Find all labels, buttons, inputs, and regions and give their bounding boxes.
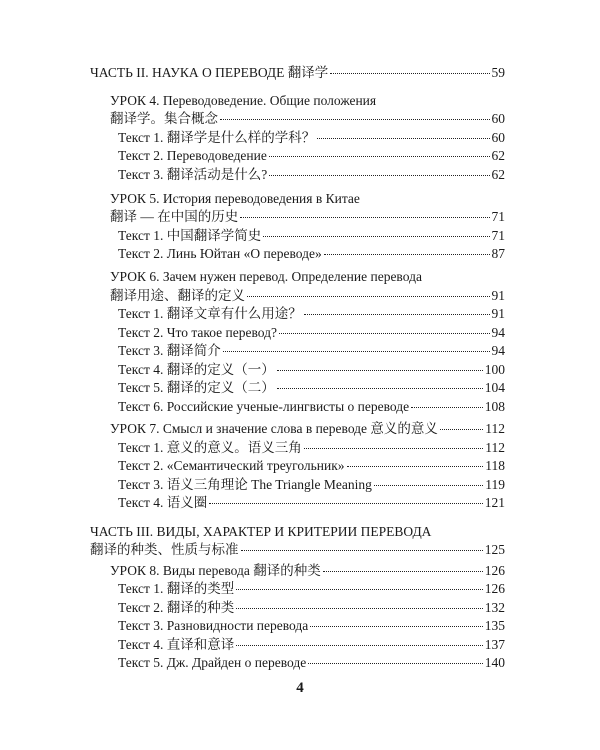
toc-entry-title: 翻译的种类、性质与标准 — [90, 542, 239, 557]
dot-leader — [304, 448, 484, 449]
dot-leader — [411, 407, 483, 408]
toc-entry-title: 翻译 — 在中国的历史 — [110, 209, 239, 224]
toc-entry-title: Текст 2. Линь Юйтан «О переводе» — [118, 246, 322, 261]
toc-entry-title: Текст 4. 翻译的定义（一） — [118, 362, 275, 377]
toc-entry-title: Текст 4. 直译和意译 — [118, 637, 235, 652]
toc-entry — [118, 245, 505, 263]
dot-leader — [374, 485, 483, 486]
dot-leader — [330, 73, 489, 74]
toc-page-number: 87 — [491, 246, 505, 261]
dot-leader — [247, 296, 490, 297]
toc-entry — [118, 457, 505, 475]
toc-entry-title: Текст 4. 语义圈 — [118, 495, 208, 510]
toc-page-number: 60 — [491, 111, 505, 126]
page-number: 4 — [296, 680, 304, 696]
toc-entry-title: 翻译学。集合概念 — [110, 111, 218, 126]
toc-heading: УРОК 6. Зачем нужен перевод. Определение перевода — [110, 269, 422, 284]
toc-page-number: 71 — [491, 209, 505, 224]
dot-leader — [223, 351, 490, 352]
toc-entry — [118, 439, 505, 457]
toc-page-number: 112 — [485, 440, 505, 455]
toc-entry-title: Текст 1. 意义的意义。语义三角 — [118, 440, 302, 455]
dot-leader — [308, 663, 483, 664]
toc-entry — [118, 342, 505, 360]
toc-entry-title: Текст 2. «Семантический треугольник» — [118, 458, 345, 473]
toc-entry — [118, 580, 505, 598]
toc-entry — [118, 476, 505, 494]
toc-entry-title: Текст 3. Разновидности перевода — [118, 618, 309, 633]
toc-entry — [90, 541, 505, 559]
dot-leader — [236, 645, 483, 646]
toc-entry — [110, 562, 505, 580]
toc-entry — [90, 64, 505, 82]
dot-leader — [209, 503, 483, 504]
dot-leader — [236, 589, 483, 590]
dot-leader — [240, 217, 489, 218]
dot-leader — [241, 550, 483, 551]
toc-page-number: 60 — [491, 130, 505, 145]
toc-entry-title: УРОК 8. Виды перевода 翻译的种类 — [110, 563, 321, 578]
toc-entry — [118, 324, 505, 342]
dot-leader — [269, 156, 490, 157]
toc-entry — [110, 110, 505, 128]
dot-leader — [347, 466, 484, 467]
toc-entry-title: ЧАСТЬ II. НАУКА О ПЕРЕВОДЕ 翻译学 — [90, 65, 329, 80]
dot-leader — [440, 429, 483, 430]
toc-entry — [118, 654, 505, 672]
toc-entry-title: Текст 3. 翻译活动是什么? — [118, 167, 268, 182]
dot-leader — [263, 236, 489, 237]
toc-heading: ЧАСТЬ III. ВИДЫ, ХАРАКТЕР И КРИТЕРИИ ПЕРЕВОДА — [90, 524, 432, 539]
dot-leader — [310, 626, 482, 627]
toc-entry-title: Текст 1. 翻译的类型 — [118, 581, 235, 596]
toc-page-number: 62 — [491, 167, 505, 182]
toc-entry — [118, 398, 505, 416]
toc-page-number: 91 — [491, 288, 505, 303]
toc-page-number: 71 — [491, 228, 505, 243]
toc-page-number: 126 — [484, 581, 505, 596]
toc-page-number: 140 — [484, 655, 505, 670]
dot-leader — [220, 119, 490, 120]
toc-entry — [118, 227, 505, 245]
toc-entry — [118, 166, 505, 184]
toc-entry — [110, 208, 505, 226]
toc-page-number: 137 — [484, 637, 505, 652]
toc-page-number: 132 — [484, 600, 505, 615]
toc-entry-title: Текст 6. Российские ученые-лингвисты о переводе — [118, 399, 410, 414]
toc-entry-title: Текст 5. 翻译的定义（二） — [118, 380, 275, 395]
dot-leader — [317, 138, 489, 139]
toc-page-number: 112 — [485, 421, 505, 436]
toc-entry — [118, 636, 505, 654]
toc-entry-title: Текст 3. 语义三角理论 The Triangle Meaning — [118, 477, 372, 492]
toc-entry-title: Текст 1. 翻译学是什么样的学科？ — [118, 130, 316, 145]
toc-entry-title: 翻译用途、翻译的定义 — [110, 288, 245, 303]
toc-entry-title: УРОК 7. Смысл и значение слова в переводе 意义的意义 — [110, 421, 438, 436]
toc-entry-title: Текст 2. 翻译的种类 — [118, 600, 235, 615]
toc-page-number: 62 — [491, 148, 505, 163]
toc-page-number: 121 — [484, 495, 505, 510]
dot-leader — [236, 608, 483, 609]
toc-entry — [118, 599, 505, 617]
toc-page-number: 59 — [491, 65, 505, 80]
dot-leader — [304, 314, 490, 315]
toc-page-number: 126 — [484, 563, 505, 578]
toc-page-number: 118 — [485, 458, 505, 473]
dot-leader — [277, 388, 483, 389]
toc-page-number: 100 — [484, 362, 505, 377]
toc-entry — [118, 617, 505, 635]
toc-entry-title: Текст 1. 中国翻译学简史 — [118, 228, 262, 243]
toc-entry — [118, 494, 505, 512]
toc-entry — [110, 287, 505, 305]
toc-entry-title: Текст 3. 翻译简介 — [118, 343, 221, 358]
toc-entry — [118, 379, 505, 397]
toc-entry — [110, 420, 505, 438]
toc-page-number: 108 — [484, 399, 505, 414]
dot-leader — [277, 370, 483, 371]
toc-heading: УРОК 4. Переводоведение. Общие положения — [110, 93, 377, 108]
dot-leader — [323, 571, 483, 572]
toc-page-number: 135 — [484, 618, 505, 633]
toc-page-number: 94 — [491, 343, 505, 358]
toc-entry-title: Текст 1. 翻译文章有什么用途？ — [118, 306, 302, 321]
toc-page-number: 119 — [485, 477, 505, 492]
toc-entry — [118, 129, 505, 147]
toc-entry-title: Текст 2. Что такое перевод? — [118, 325, 278, 340]
dot-leader — [324, 254, 490, 255]
toc-page-number: 91 — [491, 306, 505, 321]
toc-page-number: 94 — [491, 325, 505, 340]
toc-page-number: 104 — [484, 380, 505, 395]
toc-entry — [118, 147, 505, 165]
toc-entry-title: Текст 5. Дж. Драйден о переводе — [118, 655, 307, 670]
dot-leader — [279, 333, 489, 334]
toc-entry-title: Текст 2. Переводоведение — [118, 148, 267, 163]
toc-page-number: 125 — [484, 542, 505, 557]
toc-entry — [118, 305, 505, 323]
toc-heading: УРОК 5. История переводоведения в Китае — [110, 191, 360, 206]
toc-entry — [118, 361, 505, 379]
dot-leader — [269, 175, 489, 176]
